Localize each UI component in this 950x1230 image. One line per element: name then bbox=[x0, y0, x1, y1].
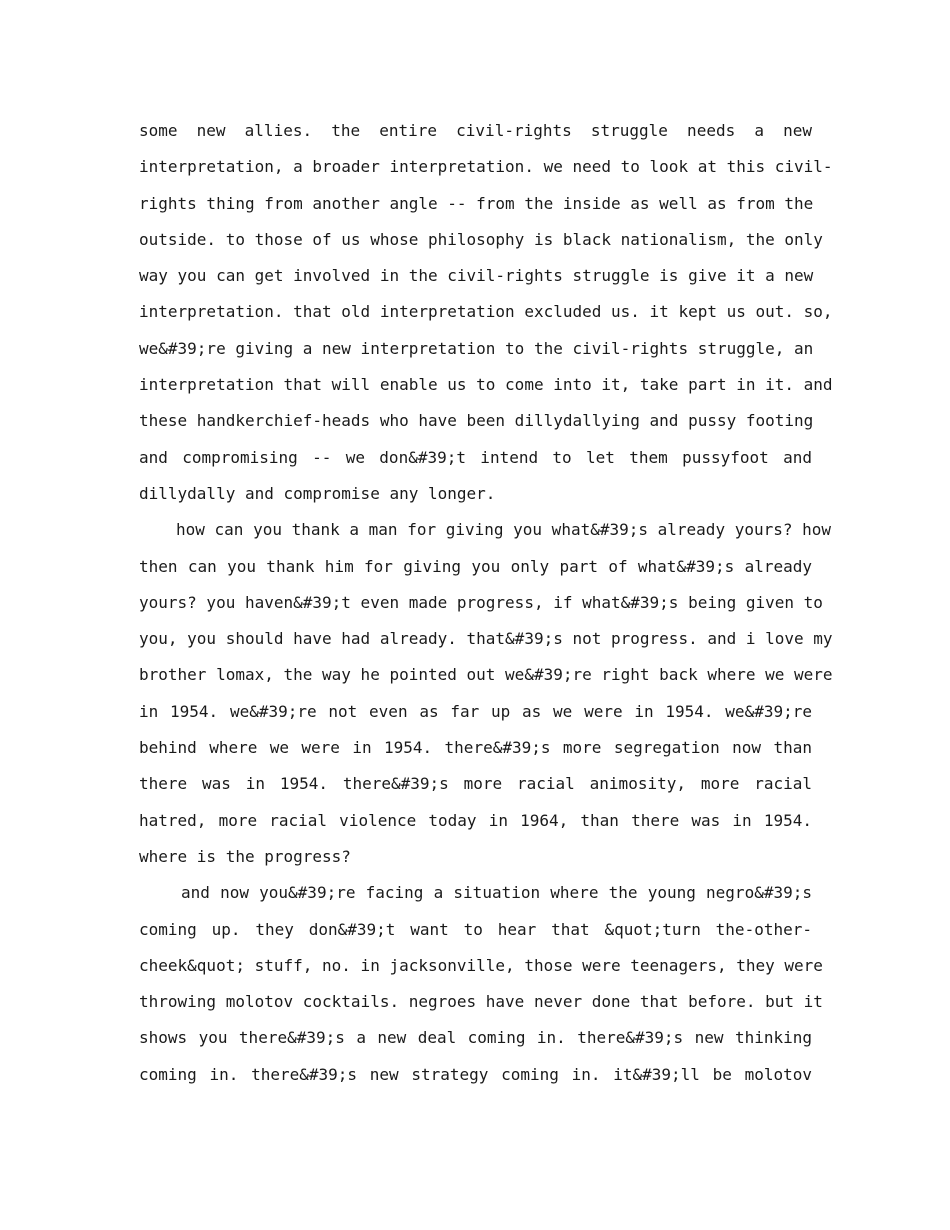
text-line: coming in. there&#39;s new strategy coming in. it&#39;ll be molotov bbox=[139, 1064, 812, 1084]
text-line: interpretation, a broader interpretation. we need to look at this civil- bbox=[139, 157, 833, 177]
paragraph-3 bbox=[139, 875, 823, 1093]
text-line: and compromising -- we don&#39;t intend to let them pussyfoot and bbox=[139, 447, 812, 467]
text-line: way you can get involved in the civil-rights struggle is give it a new bbox=[139, 266, 814, 286]
text-line: we&#39;re giving a new interpretation to the civil-rights struggle, an bbox=[139, 338, 814, 358]
text-line: outside. to those of us whose philosophy is black nationalism, the only bbox=[139, 229, 823, 249]
text-line: how can you thank a man for giving you what&#39;s already yours? how bbox=[176, 520, 832, 540]
text-line: there was in 1954. there&#39;s more racial animosity, more racial bbox=[139, 774, 812, 794]
text-line: then can you thank him for giving you only part of what&#39;s already bbox=[139, 556, 812, 576]
text-line: cheek&quot; stuff, no. in jacksonville, those were teenagers, they were bbox=[139, 955, 823, 975]
text-line: you, you should have had already. that&#39;s not progress. and i love my bbox=[139, 629, 833, 649]
text-line: hatred, more racial violence today in 1964, than there was in 1954. bbox=[139, 810, 812, 830]
text-line: some new allies. the entire civil-rights struggle needs a new bbox=[139, 121, 812, 140]
text-line: interpretation that will enable us to come into it, take part in it. and bbox=[139, 375, 833, 395]
text-line: and now you&#39;re facing a situation where the young negro&#39;s bbox=[181, 883, 812, 903]
text-line: rights thing from another angle -- from the inside as well as from the bbox=[139, 193, 814, 213]
text-line: interpretation. that old interpretation excluded us. it kept us out. so, bbox=[139, 302, 833, 322]
text-line: shows you there&#39;s a new deal coming in. there&#39;s new thinking bbox=[139, 1028, 812, 1048]
text-line: yours? you haven&#39;t even made progress, if what&#39;s being given to bbox=[139, 592, 823, 612]
text-line: throwing molotov cocktails. negroes have never done that before. but it bbox=[139, 992, 823, 1012]
text-line: behind where we were in 1954. there&#39;s more segregation now than bbox=[139, 738, 812, 758]
text-line: in 1954. we&#39;re not even as far up as we were in 1954. we&#39;re bbox=[139, 701, 812, 721]
text-line: coming up. they don&#39;t want to hear that &quot;turn the-other- bbox=[139, 919, 812, 939]
text-line: where is the progress? bbox=[139, 846, 351, 866]
text-line: brother lomax, the way he pointed out we&#39;re right back where we were bbox=[139, 665, 833, 685]
text-line: dillydally and compromise any longer. bbox=[139, 483, 496, 503]
paragraph-1 bbox=[139, 113, 833, 512]
text-line: these handkerchief-heads who have been dillydallying and pussy footing bbox=[139, 411, 814, 431]
body-text bbox=[139, 113, 833, 1093]
paragraph-2 bbox=[139, 512, 833, 875]
